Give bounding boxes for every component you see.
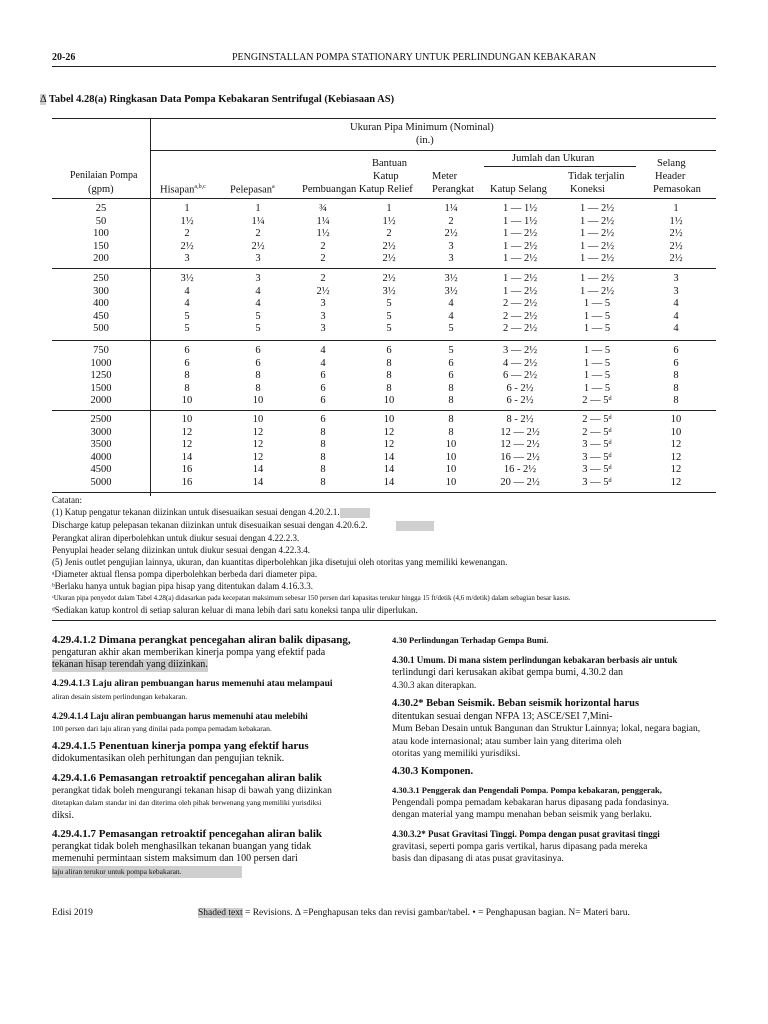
table-cell: 750 bbox=[93, 345, 109, 356]
table-cell: 1 — 5 bbox=[583, 345, 611, 356]
table-cell: 450 bbox=[93, 310, 109, 322]
table-cell: 3 bbox=[255, 273, 261, 284]
table-cell: 200 bbox=[93, 253, 109, 265]
table-cell: 12 bbox=[252, 451, 264, 463]
col-meter-1: Meter bbox=[432, 171, 458, 182]
table-cell: 1 — 2½ bbox=[502, 253, 538, 265]
table-cell: 3 — 2½ bbox=[502, 345, 538, 356]
table-cell: 100 bbox=[93, 228, 109, 240]
table-cell: 12 bbox=[383, 426, 395, 438]
table-cell: 1000 bbox=[90, 357, 112, 369]
table-cell: 8 bbox=[255, 370, 261, 382]
table-cell: 16 bbox=[181, 477, 193, 488]
section-4-30: 4.30 Perlindungan Terhadap Gempa Bumi. bbox=[392, 635, 549, 645]
table-cell: 6 bbox=[448, 370, 454, 382]
table-cell: 400 bbox=[93, 298, 109, 310]
table-cell: 3 bbox=[448, 240, 454, 252]
table-cell: 5 bbox=[255, 310, 261, 322]
table-cell: 10 bbox=[445, 477, 457, 488]
table-cell: 12 — 2½ bbox=[500, 439, 540, 451]
table-cell: 12 bbox=[252, 439, 264, 451]
col-hose-2: Header bbox=[655, 171, 686, 182]
valves-rule bbox=[484, 166, 636, 167]
table-cell: 16 - 2½ bbox=[503, 464, 537, 476]
table-cell: 8 bbox=[673, 370, 679, 382]
table-cell: 4 bbox=[184, 285, 190, 297]
table-cell: 8 bbox=[320, 477, 326, 488]
table-cell: 12 bbox=[670, 451, 682, 463]
table-cell: 2 — 2½ bbox=[502, 310, 538, 322]
table-cell: 3 — 5ᵈ bbox=[582, 439, 612, 451]
table-cell: 6 bbox=[184, 345, 190, 356]
table-cell: 2 bbox=[184, 228, 190, 240]
table-cell: 1 bbox=[386, 203, 392, 214]
col-relief-3: Pembuangan Katup Relief bbox=[302, 184, 413, 195]
table-cell: 2000 bbox=[90, 395, 112, 407]
table-cell: 1 bbox=[673, 203, 679, 214]
table-cell: 500 bbox=[93, 323, 109, 335]
note-d: ᵈSediakan katup kontrol di setiap saluran keluar di mana lebih dari satu koneksi tanpa ulir diperlukan. bbox=[52, 605, 418, 615]
delta-mark: Δ bbox=[40, 94, 47, 105]
table-cell: 6 bbox=[448, 357, 454, 369]
note-1: (1) Katup pengatur tekanan diizinkan untuk disesuaikan sesuai dengan 4.20.2.1. bbox=[52, 506, 370, 518]
table-cell: 2 bbox=[386, 228, 392, 240]
section-4-30-1: 4.30.1 Umum. Di mana sistem perlindungan kebakaran berbasis air untuk terlindungi dari kerusakan akibat gempa bumi, 4.30.2 dan 4.30.3 akan diterapkan. bbox=[392, 655, 678, 690]
table-cell: 3½ bbox=[180, 273, 194, 284]
table-top-rule bbox=[52, 118, 716, 119]
table-cell: 6 bbox=[320, 395, 326, 407]
table-cell: 2500 bbox=[90, 414, 112, 425]
table-cell: 1 — 2½ bbox=[579, 215, 615, 227]
table-cell: 6 bbox=[386, 345, 392, 356]
table-cell: 10 bbox=[445, 451, 457, 463]
table-cell: 4 bbox=[184, 298, 190, 310]
table-cell: 6 bbox=[320, 414, 326, 425]
header-rule bbox=[52, 66, 716, 67]
table-cell: 4000 bbox=[90, 451, 112, 463]
table-cell: 1 — 2½ bbox=[579, 240, 615, 252]
section-4-29-4-1-7: 4.29.4.1.7 Pemasangan retroaktif pencegahan aliran balik perangkat tidak boleh menghasilkan tekanan buangan yang tidak memenuhi permintaan sistem maksimum dan 100 persen dari laju aliran terukur untuk pompa kebakaran. bbox=[52, 828, 322, 878]
table-cell: 2½ bbox=[669, 253, 683, 265]
table-cell: 3 bbox=[255, 253, 261, 265]
table-cell: 4 — 2½ bbox=[502, 357, 538, 369]
table-cell: 2 — 5ᵈ bbox=[582, 395, 612, 407]
col-unprotected-2: Koneksi bbox=[570, 184, 605, 195]
table-cell: 8 bbox=[448, 382, 454, 394]
table-cell: 3000 bbox=[90, 426, 112, 438]
table-cell: 2 bbox=[255, 228, 261, 240]
table-cell: 5 bbox=[448, 345, 454, 356]
table-cell: 2 bbox=[320, 273, 326, 284]
table-cell: 12 bbox=[670, 464, 682, 476]
table-cell: 1250 bbox=[90, 370, 112, 382]
table-cell: 14 bbox=[383, 451, 395, 463]
table-cell: 6 bbox=[320, 382, 326, 394]
shaded-sample: Shaded text bbox=[198, 908, 243, 918]
table-cell: 5 bbox=[386, 323, 392, 335]
table-cell: 4 bbox=[448, 310, 454, 322]
table-cell: 3 bbox=[673, 285, 679, 297]
col-hose-3: Pemasokan bbox=[653, 184, 701, 195]
table-cell: 10 bbox=[181, 395, 193, 407]
notes-label: Catatan: bbox=[52, 495, 82, 505]
table-cell: 5 bbox=[448, 323, 454, 335]
table-cell: 12 bbox=[383, 439, 395, 451]
table-cell: 1 — 5 bbox=[583, 298, 611, 310]
table-cell: 8 bbox=[448, 414, 454, 425]
table-cell: 2 — 5ᵈ bbox=[582, 414, 612, 425]
table-cell: 14 bbox=[252, 464, 264, 476]
col-hose-1: Selang bbox=[657, 158, 686, 169]
table-cell: 10 bbox=[670, 414, 682, 425]
table-cell: 8 bbox=[448, 395, 454, 407]
section-4-29-4-1-3: 4.29.4.1.3 Laju aliran pembuangan harus memenuhi atau melampaui aliran desain sistem perlindungan kebakaran. bbox=[52, 679, 333, 701]
table-cell: 5 bbox=[386, 298, 392, 310]
table-cell: 1 — 2½ bbox=[502, 228, 538, 240]
table-cell: 2 — 2½ bbox=[502, 298, 538, 310]
table-cell: 16 bbox=[181, 464, 193, 476]
table-cell: 12 bbox=[181, 426, 193, 438]
table-cell: 8 bbox=[386, 357, 392, 369]
table-cell: 3 bbox=[673, 273, 679, 284]
table-cell: 2½ bbox=[180, 240, 194, 252]
table-cell: 2 bbox=[320, 253, 326, 265]
col-meter-2: Perangkat bbox=[432, 184, 474, 195]
table-cell: 6 bbox=[320, 370, 326, 382]
table-cell: 8 bbox=[320, 451, 326, 463]
table-title bbox=[40, 94, 394, 105]
col-rating-2: (gpm) bbox=[88, 184, 114, 195]
table-cell: 1 — 5 bbox=[583, 323, 611, 335]
section-4-30-3: 4.30.3 Komponen. bbox=[392, 766, 474, 777]
table-cell: 250 bbox=[93, 273, 109, 284]
table-cell: 50 bbox=[95, 215, 107, 227]
group2-rule bbox=[52, 340, 716, 341]
note-c: ᶜUkuran pipa penyedot dalam Tabel 4.28(a) didasarkan pada kecepatan maksimum sebesar 150 persen dari kapasitas terukur hingga 15 ft/detik (4,6 m/detik) dalam sebagian besar kasus. bbox=[52, 594, 571, 602]
group1-rule bbox=[52, 268, 716, 269]
table-cell: 4 bbox=[320, 345, 326, 356]
note-5: (5) Jenis outlet pengujian lainnya, ukuran, dan kuantitas diperbolehkan jika disetujui oleh otoritas yang memiliki kewenangan. bbox=[52, 557, 508, 567]
table-cell: 10 bbox=[445, 439, 457, 451]
table-cell: 2 bbox=[448, 215, 454, 227]
table-cell: 150 bbox=[93, 240, 109, 252]
table-cell: 2½ bbox=[444, 228, 458, 240]
table-cell: 3 — 5ᵈ bbox=[582, 477, 612, 488]
section-4-29-4-1-6: 4.29.4.1.6 Pemasangan retroaktif pencegahan aliran balik perangkat tidak boleh mengurangi tekanan hisap di bawah yang diizinkan ditetapkan dalam standar ini dan diterima oleh pihak berwenang yang memiliki yurisdiksi diksi. bbox=[52, 772, 332, 821]
table-cell: 1 bbox=[184, 203, 190, 214]
table-cell: 12 bbox=[181, 439, 193, 451]
table-cell: 10 bbox=[383, 395, 395, 407]
table-cell: 6 bbox=[255, 357, 261, 369]
table-cell: 14 bbox=[383, 464, 395, 476]
table-cell: 10 bbox=[252, 414, 264, 425]
table-cell: 4 bbox=[255, 298, 261, 310]
col-suction: Hisapan$^{a,b,c}$ bbox=[160, 184, 206, 196]
section-4-29-4-1-5: 4.29.4.1.5 Penentuan kinerja pompa yang efektif harus didokumentasikan oleh perhitungan dan pengujian teknik. bbox=[52, 740, 309, 764]
table-cell: 8 bbox=[386, 382, 392, 394]
table-cell: 10 bbox=[670, 426, 682, 438]
table-cell: 10 bbox=[445, 464, 457, 476]
col-rating-1: Penilaian Pompa bbox=[70, 170, 138, 181]
table-cell: ¾ bbox=[319, 203, 327, 214]
col-unprotected-1: Tidak terjalin bbox=[568, 171, 625, 182]
table-cell: 1 — 5 bbox=[583, 357, 611, 369]
table-cell: 3 bbox=[448, 253, 454, 265]
table-cell: 3 bbox=[320, 298, 326, 310]
table-cell: 4 bbox=[255, 285, 261, 297]
table-cell: 3 — 5ᵈ bbox=[582, 451, 612, 463]
table-cell: 8 bbox=[673, 395, 679, 407]
table-cell: 2 — 2½ bbox=[502, 323, 538, 335]
table-cell: 1½ bbox=[669, 215, 683, 227]
col-relief-1: Bantuan bbox=[372, 158, 407, 169]
table-cell: 1¼ bbox=[251, 215, 265, 227]
section-4-30-3-1: 4.30.3.1 Penggerak dan Pengendali Pompa. Pompa kebakaran, penggerak, Pengendali pompa pemadam kebakaran harus dipasang pada fondasinya. dengan material yang mampu menahan beban seismik yang berlaku. bbox=[392, 785, 669, 820]
table-cell: 10 bbox=[383, 414, 395, 425]
group-header: Ukuran Pipa Minimum (Nominal) bbox=[350, 122, 494, 133]
table-cell: 6 bbox=[673, 357, 679, 369]
table-cell: 14 bbox=[181, 451, 193, 463]
table-cell: 12 bbox=[252, 426, 264, 438]
table-cell: 8 bbox=[320, 426, 326, 438]
table-cell: 6 - 2½ bbox=[506, 382, 534, 394]
table-cell: 5 bbox=[386, 310, 392, 322]
table-cell: 1 — 1½ bbox=[502, 215, 538, 227]
table-cell: 20 — 2½ bbox=[500, 477, 540, 488]
table-cell: 3½ bbox=[444, 273, 458, 284]
table-cell: 6 - 2½ bbox=[506, 395, 534, 407]
table-cell: 3500 bbox=[90, 439, 112, 451]
table-cell: 1 — 2½ bbox=[502, 240, 538, 252]
table-cell: 2½ bbox=[316, 285, 330, 297]
table-bottom-rule bbox=[52, 492, 716, 493]
table-cell: 8 bbox=[255, 382, 261, 394]
group3-rule bbox=[52, 410, 716, 411]
table-cell: 1½ bbox=[180, 215, 194, 227]
table-cell: 6 — 2½ bbox=[502, 370, 538, 382]
table-cell: 4 bbox=[673, 298, 679, 310]
table-cell: 1 — 2½ bbox=[579, 285, 615, 297]
group-unit: (in.) bbox=[416, 135, 434, 146]
table-cell: 3 — 5ᵈ bbox=[582, 464, 612, 476]
note-b: ᵇBerlaku hanya untuk bagian pipa hisap yang ditentukan dalam 4.16.3.3. bbox=[52, 581, 313, 591]
table-cell: 8 bbox=[320, 439, 326, 451]
table-cell: 12 bbox=[670, 477, 682, 488]
table-cell: 2½ bbox=[382, 240, 396, 252]
table-cell: 4 bbox=[448, 298, 454, 310]
table-cell: 10 bbox=[252, 395, 264, 407]
table-cell: 2½ bbox=[251, 240, 265, 252]
note-4: Penyuplai header selang diizinkan untuk diukur sesuai dengan 4.22.3.4. bbox=[52, 545, 310, 555]
notes-bottom-rule bbox=[52, 620, 716, 621]
header-bottom-rule bbox=[52, 198, 716, 199]
running-title: PENGINSTALLAN POMPA STATIONARY UNTUK PERLINDUNGAN KEBAKARAN bbox=[232, 52, 597, 63]
table-cell: 3½ bbox=[382, 285, 396, 297]
page-number: 20-26 bbox=[52, 52, 76, 63]
table-cell: 25 bbox=[95, 203, 107, 214]
table-cell: 1½ bbox=[316, 228, 330, 240]
note-2: Discharge katup pelepasan tekanan diizinkan untuk disesuaikan sesuai dengan 4.20.6.2. bbox=[52, 519, 434, 531]
table-cell: 8 - 2½ bbox=[506, 414, 534, 425]
table-cell: 1½ bbox=[382, 215, 396, 227]
table-cell: 1 — 1½ bbox=[502, 203, 538, 214]
table-cell: 8 bbox=[448, 426, 454, 438]
table-cell: 1 — 5 bbox=[583, 310, 611, 322]
table-cell: 8 bbox=[673, 382, 679, 394]
table-cell: 8 bbox=[184, 382, 190, 394]
section-4-29-4-1-4: 4.29.4.1.4 Laju aliran pembuangan harus memenuhi atau melebihi 100 persen dari laju aliran yang dinilai pada pompa pemadam kebakaran. bbox=[52, 711, 308, 733]
table-cell: 3½ bbox=[444, 285, 458, 297]
table-cell: 14 bbox=[383, 477, 395, 488]
table-cell: 5 bbox=[255, 323, 261, 335]
section-4-30-2: 4.30.2* Beban Seismik. Beban seismik horizontal harus ditentukan sesuai dengan NFPA 13; ASCE/SEI 7,Mini- Mum Beban Desain untuk Bangunan dan Struktur Lainnya; lokal, negara bagian, atau kode internasional; atau sumber lain yang diterima oleh otoritas yang memiliki yurisdiksi. bbox=[392, 698, 701, 759]
table-cell: 3 bbox=[320, 310, 326, 322]
table-cell: 12 bbox=[670, 439, 682, 451]
col-valve-line: Katup Selang bbox=[490, 184, 547, 195]
note-3: Perangkat aliran diperbolehkan untuk diukur sesuai dengan 4.22.2.3. bbox=[52, 533, 300, 543]
col-valves-group: Jumlah dan Ukuran bbox=[512, 153, 595, 164]
table-cell: 6 bbox=[255, 345, 261, 356]
section-4-29-4-1-2: 4.29.4.1.2 Dimana perangkat pencegahan aliran balik dipasang, pengaturan akhir akan memberikan kinerja pompa yang efektif pada tekanan hisap terendah yang diizinkan. bbox=[52, 634, 351, 670]
table-cell: 1 — 2½ bbox=[579, 228, 615, 240]
col-relief-2: Katup bbox=[373, 171, 399, 182]
table-cell: 4 bbox=[320, 357, 326, 369]
table-cell: 2½ bbox=[669, 240, 683, 252]
table-cell: 1 — 2½ bbox=[579, 273, 615, 284]
table-cell: 1 — 2½ bbox=[502, 285, 538, 297]
table-cell: 1 — 2½ bbox=[579, 253, 615, 265]
table-cell: 3 bbox=[320, 323, 326, 335]
table-cell: 1 — 5 bbox=[583, 370, 611, 382]
table-cell: 1¼ bbox=[316, 215, 330, 227]
table-cell: 4500 bbox=[90, 464, 112, 476]
footer-legend: Shaded text = Revisions. Δ =Penghapusan teks dan revisi gambar/tabel. • = Penghapusan bagian. N= Materi baru. bbox=[198, 908, 630, 918]
table-cell: 1 — 5 bbox=[583, 382, 611, 394]
table-cell: 12 — 2½ bbox=[500, 426, 540, 438]
group-rule bbox=[150, 150, 716, 151]
table-cell: 1500 bbox=[90, 382, 112, 394]
table-cell: 8 bbox=[386, 370, 392, 382]
table-cell: 8 bbox=[320, 464, 326, 476]
table-cell: 2½ bbox=[669, 228, 683, 240]
edition: Edisi 2019 bbox=[52, 908, 93, 918]
table-cell: 6 bbox=[673, 345, 679, 356]
table-cell: 16 — 2½ bbox=[500, 451, 540, 463]
table-cell: 2½ bbox=[382, 273, 396, 284]
table-cell: 1 — 2½ bbox=[502, 273, 538, 284]
table-cell: 2 bbox=[320, 240, 326, 252]
table-cell: 4 bbox=[673, 310, 679, 322]
table-cell: 10 bbox=[181, 414, 193, 425]
table-cell: 1 — 2½ bbox=[579, 203, 615, 214]
table-cell: 14 bbox=[252, 477, 264, 488]
table-cell: 300 bbox=[93, 285, 109, 297]
table-cell: 3 bbox=[184, 253, 190, 265]
table-cell: 6 bbox=[184, 357, 190, 369]
table-cell: 1 bbox=[255, 203, 261, 214]
table-title-text: Tabel 4.28(a) Ringkasan Data Pompa Kebakaran Sentrifugal (Kebiasaan AS) bbox=[48, 94, 395, 105]
table-cell: 1¼ bbox=[444, 203, 458, 214]
table-cell: 4 bbox=[673, 323, 679, 335]
table-cell: 5 bbox=[184, 310, 190, 322]
table-cell: 5000 bbox=[90, 477, 112, 488]
table-cell: 2½ bbox=[382, 253, 396, 265]
note-a: ᵃDiameter aktual flensa pompa diperbolehkan berbeda dari diameter pipa. bbox=[52, 569, 318, 579]
section-4-30-3-2: 4.30.3.2* Pusat Gravitasi Tinggi. Pompa dengan pusat gravitasi tinggi gravitasi, seperti pompa garis vertikal, harus dipasang pada mereka basis dan dipasang di atas pusat gravitasinya. bbox=[392, 829, 660, 864]
table-cell: 5 bbox=[184, 323, 190, 335]
table-cell: 2 — 5ᵈ bbox=[582, 426, 612, 438]
table-cell: 8 bbox=[184, 370, 190, 382]
col-discharge: Pelepasan$^a$ bbox=[230, 184, 275, 196]
